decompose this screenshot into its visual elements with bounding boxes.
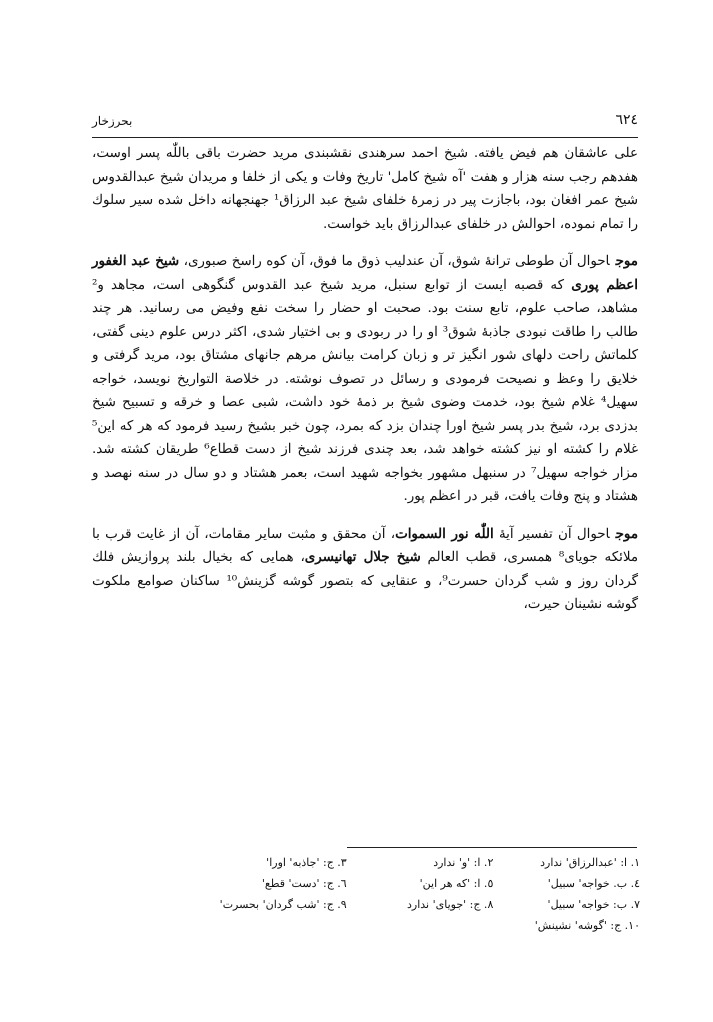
- footnote: [347, 915, 494, 936]
- footnote: ٥. ا: 'که هر این': [419, 877, 494, 890]
- paragraph-3-pre: احوال آن تفسیر آیهٔ: [493, 526, 610, 542]
- footnote: ٤. ب. خواجه' سبیل': [547, 877, 640, 890]
- footnote: ٢. ا: 'و' ندارد: [433, 856, 494, 869]
- header-rule: [92, 137, 638, 138]
- footnote: ٨. ج: 'جویای' ندارد: [406, 898, 494, 911]
- footnote-row: [200, 894, 640, 915]
- footnote-row: [200, 915, 640, 936]
- footnote-row: [200, 852, 640, 873]
- running-title: بحرزخار: [92, 114, 133, 128]
- section-marker: موج: [615, 525, 638, 542]
- paragraph-3-bold-name: شیخ جلال تهانیسری: [304, 549, 421, 565]
- footnotes: [200, 852, 640, 936]
- footnote-rule: [347, 847, 637, 848]
- paragraph-1-text: علی عاشقان هم فیض یافته. شیخ احمد سرهندی نقشبندی مرید حضرت باقی باللّٰه پسر اوست، هفدهم رجب سنه هزار و هفت 'آه شیخ کامل' تاریخ وفات و یکی از خلفا و مریدان شیخ عبدالقدوس شیخ عمر افغان بود، باجازت پیر در زمرهٔ خلفای شیخ عبد الرزاق¹ جهنجهانه داخل شده سیر سلوك را تمام نموده، احوالش در خلفای عبدالرزاق باید خواست.: [92, 146, 638, 232]
- page-header: [92, 112, 638, 134]
- body-text: [92, 142, 638, 617]
- footnote: ٦. ج: 'دست' قطع': [261, 877, 347, 890]
- page-number: ٦٢٤: [615, 112, 638, 128]
- footnote-row: [200, 873, 640, 894]
- paragraph-2-bold-name: شیخ عبد الغفور اعظم پوری: [92, 253, 638, 293]
- footnote: ٣. ج: 'جاذبه' اورا': [266, 856, 347, 869]
- paragraph-3-post: ، آن محقق و مثبت سایر مقامات، آن از غایت قرب با ملائکه جویای⁸ همسری، قطب العالم: [92, 526, 638, 565]
- paragraph-2-post: که قصبه ایست از توابع سنبل، مرید شیخ عبد القدوس گنگوهی است، مجاهد و² مشاهد، صاحب علوم، تابع سنت بود. صحبت او حضار را سخت نفع وفیض می رسانید. هر چند طالب را طاقت نبودی جاذبهٔ شوق³ او را در ربودی و بی اختیار شدی، اکثر درس علوم دینی گفتی، کلماتش راحت دلهای شور انگیز تر و زبان کرامت بیانش مرهم جانهای مشتاق بود، مرید گرفتی و خلایق را وعظ و نصیحت فرمودی و رسائل در تصوف نوشته. در خلاصة التواریخ نویسد، خواجه سهیل⁴ غلام شیخ بود، خدمت وضوی شیخ بر ذمهٔ خود داشت، شبی عصا و خرقه و تسبیح شیخ بدزدی برد، شیخ بدر پسر شیخ اورا چندان بزد که بمرد، چون خبر بشیخ رسید فرمود که هر که این⁵ غلام را کشته او نیز کشته خواهد شد، بعد چندی فرزند شیخ از دست قطاع⁶ طریقان کشته شد. مزار خواجه سهیل⁷ در سنبهل مشهور بخواجه شهید است، بعمر هشتاد و دو سال در سنه نهصد و هشتاد و پنج وفات یافت، قبر در اعظم پور.: [92, 277, 638, 504]
- section-marker: موج: [615, 253, 638, 269]
- footnote: ١٠. ج: 'گوشه' نشینش': [534, 919, 640, 932]
- paragraph-2-pre: احوال آن طوطی ترانهٔ شوق، آن عندلیب ذوق ما فوق، آن کوه راسخ صبوری،: [179, 254, 610, 269]
- paragraph-1: [92, 142, 638, 236]
- footnote: [200, 915, 347, 936]
- paragraph-3-bold-verse: اللّٰه نور السموات: [395, 525, 494, 542]
- paragraph-3: [92, 523, 638, 617]
- footnote: ٧. ب: خواجه' سبیل': [547, 898, 640, 911]
- paragraph-2: [92, 250, 638, 509]
- footnote: ٩. ج: 'شب گردان' بحسرت': [219, 898, 347, 911]
- paragraph-3-post2: ، همایی که بخیال بلند پروازیش فلك گردان روز و شب گردان حسرت⁹، و عنقایی که بتصور گوشه گزینش¹⁰ ساکنان صوامع ملکوت گوشه نشینان حیرت،: [92, 550, 638, 612]
- footnote: ١. ا: 'عبدالرزاق' ندارد: [540, 856, 640, 869]
